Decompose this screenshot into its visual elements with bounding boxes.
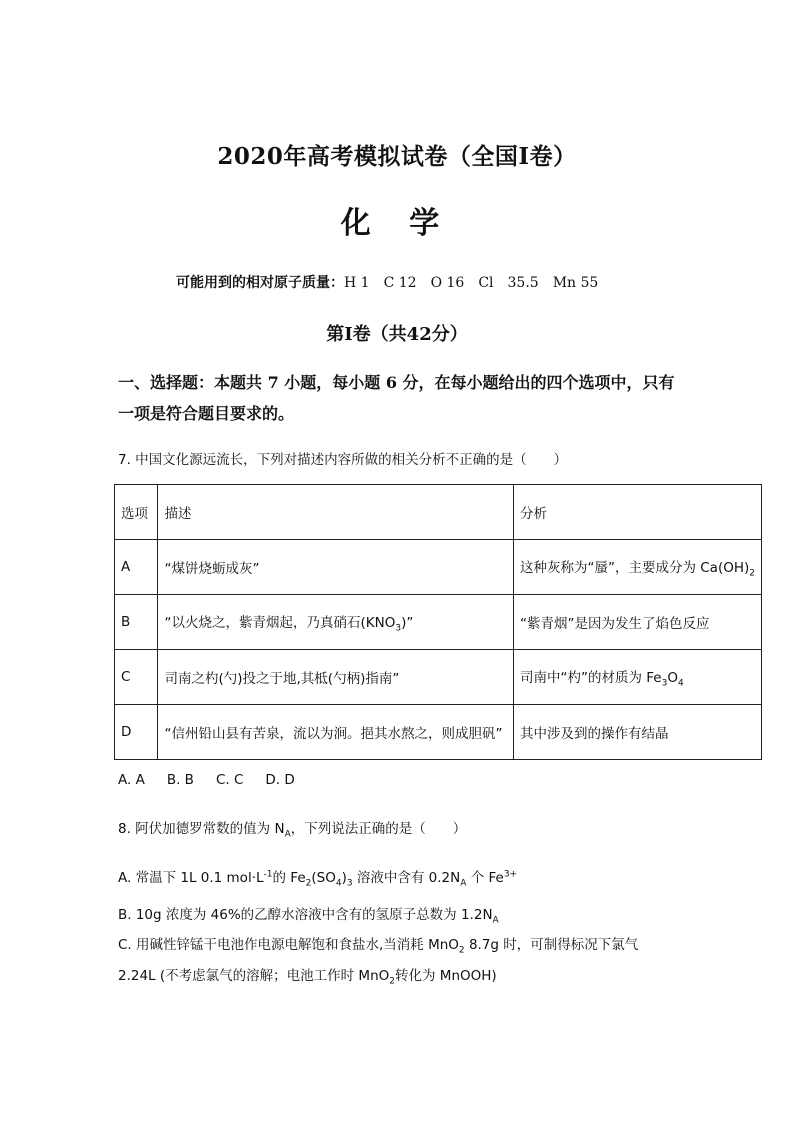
subject-title: 化 学	[340, 206, 454, 241]
question-7-choices	[118, 772, 317, 788]
row-option: A	[115, 540, 158, 595]
row-description: 司南之杓(勺)投之于地,其柢(勺柄)指南”	[158, 650, 513, 705]
header-analysis: 分析	[513, 485, 761, 540]
question-8-stem: 8. 阿伏加德罗常数的值为 $N_A$，下列说法正确的是（ ）	[118, 821, 467, 840]
choice-b: B. B	[166, 772, 194, 788]
table-row	[115, 650, 762, 705]
mass-h: H 1	[344, 275, 370, 291]
choice-d: D. D	[265, 772, 295, 788]
question-7-table	[114, 484, 762, 760]
table-row	[115, 705, 762, 760]
mass-cl: Cl	[478, 275, 494, 291]
section-heading-line2: 一项是符合题目要求的。	[118, 404, 295, 423]
choice-c: C. C	[215, 772, 244, 788]
choice-a: A. A	[118, 772, 145, 788]
row-description: “信州铅山县有苦泉，流以为涧。挹其水熬之，则成胆矾”	[158, 705, 513, 760]
atomic-masses	[176, 272, 598, 292]
question-7-stem: 7. 中国文化源远流长，下列对描述内容所做的相关分析不正确的是（ ）	[118, 452, 568, 468]
atomic-masses-label: 可能用到的相对原子质量：	[176, 275, 344, 291]
row-option: D	[115, 705, 158, 760]
row-analysis: 这种灰称为“蜃”，主要成分为 $Ca(OH)_2$	[513, 540, 761, 595]
header-description: 描述	[158, 485, 513, 540]
row-analysis: “紫青烟”是因为发生了焰色反应	[513, 595, 761, 650]
question-8-option-c-line1: C. 用碱性锌锰干电池作电源电解饱和食盐水,当消耗 MnO$_2$ 8.7g 时，可制得标况下氯气	[118, 937, 639, 956]
mass-mn: Mn 55	[552, 275, 599, 291]
header-option: 选项	[115, 485, 158, 540]
row-analysis: 其中涉及到的操作有结晶	[513, 705, 761, 760]
table-row	[115, 540, 762, 595]
section-heading-line1: 一、选择题：本题共 7 小题，每小题 6 分，在每小题给出的四个选项中，只有	[118, 373, 675, 392]
row-option: C	[115, 650, 158, 705]
row-description: “煤饼烧蛎成灰”	[158, 540, 513, 595]
mass-cl-value: 35.5	[507, 275, 539, 291]
row-option: B	[115, 595, 158, 650]
exam-title: 2020年高考模拟试卷（全国I卷）	[217, 143, 577, 170]
row-description: “以火烧之，紫青烟起，乃真硝石$(KNO_3)$”	[158, 595, 513, 650]
question-8-option-a: A. 常温下 1L 0.1 $mol\cdot L^{-1}$的 $Fe_2(SO_4)_3$ 溶液中含有 $0.2N_A$ 个 $Fe^{3+}$	[118, 869, 518, 889]
table-row	[115, 595, 762, 650]
question-8-option-b: B. 10g 浓度为 46%的乙醇水溶液中含有的氢原子总数为 $1.2N_A$	[118, 907, 499, 926]
row-analysis: 司南中“杓”的材质为 $Fe_3O_4$	[513, 650, 761, 705]
question-8-option-c-line2: 2.24L (不考虑氯气的溶解；电池工作时 MnO$_2$转化为 MnOOH)	[118, 968, 497, 987]
mass-o: O 16	[430, 275, 465, 291]
mass-c: C 12	[383, 275, 417, 291]
table-header-row	[115, 485, 762, 540]
part-title: 第I卷（共42分）	[326, 324, 468, 345]
